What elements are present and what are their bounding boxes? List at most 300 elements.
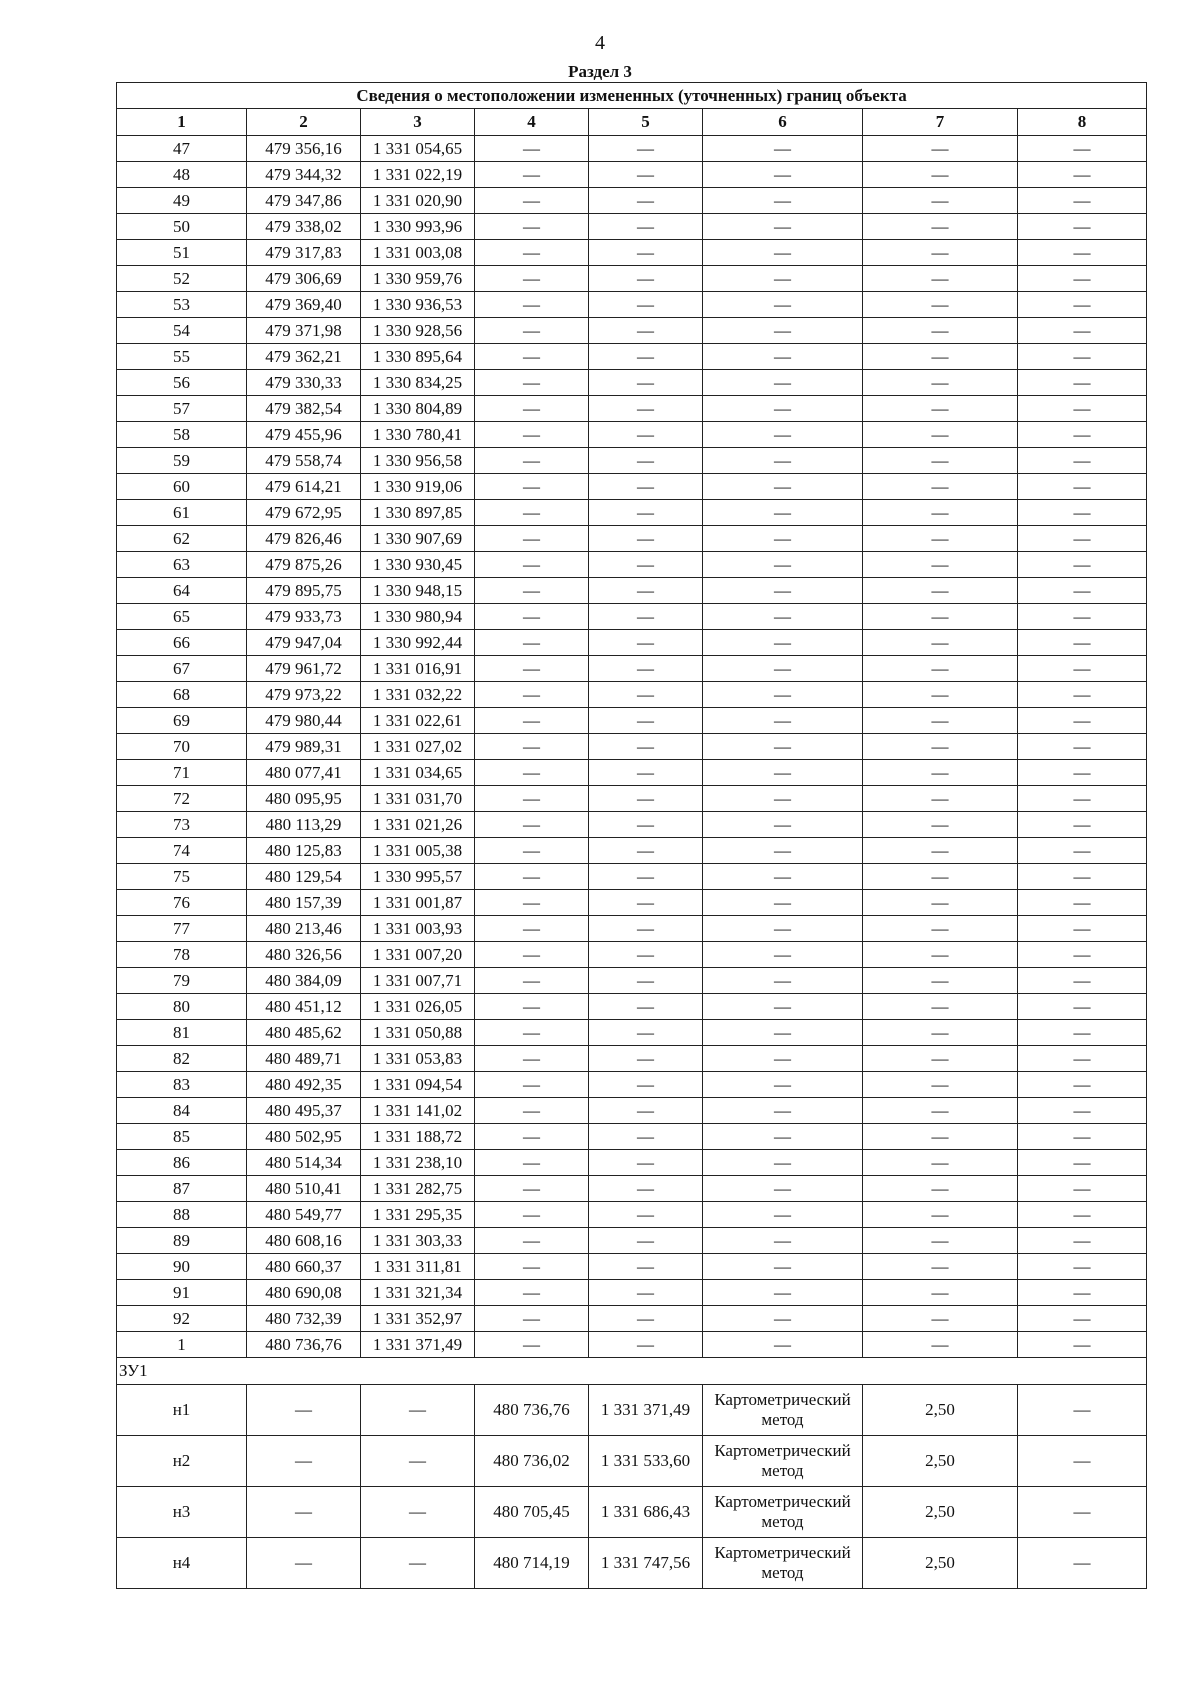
table-cell: 479 338,02: [247, 214, 361, 240]
table-row: [117, 578, 1147, 604]
table-cell: —: [703, 448, 863, 474]
table-cell: —: [1018, 188, 1147, 214]
method-cell: Картометрический метод: [703, 1436, 863, 1487]
table-cell: 1 331 054,65: [361, 136, 475, 162]
table-cell: —: [1018, 1228, 1147, 1254]
table-cell: 480 095,95: [247, 786, 361, 812]
table-cell: —: [1018, 448, 1147, 474]
table-cell: —: [1018, 1176, 1147, 1202]
table-cell: 480 213,46: [247, 916, 361, 942]
table-row: [117, 1176, 1147, 1202]
boundary-coordinates-table: [116, 82, 1147, 1589]
table-cell: 480 384,09: [247, 968, 361, 994]
table-cell: 480 502,95: [247, 1124, 361, 1150]
table-cell: —: [703, 188, 863, 214]
table-cell: 1 331 027,02: [361, 734, 475, 760]
method-cell: Картометрический метод: [703, 1538, 863, 1589]
table-row: [117, 474, 1147, 500]
table-cell: —: [703, 1124, 863, 1150]
table-cell: 54: [117, 318, 247, 344]
table-cell: 55: [117, 344, 247, 370]
table-cell: —: [703, 786, 863, 812]
table-cell: —: [703, 396, 863, 422]
table-cell: 479 362,21: [247, 344, 361, 370]
table-cell: —: [1018, 162, 1147, 188]
table-cell: —: [863, 890, 1018, 916]
table-cell: 479 558,74: [247, 448, 361, 474]
table-cell: 1 331 034,65: [361, 760, 475, 786]
table-cell: —: [703, 1254, 863, 1280]
table-cell: —: [589, 474, 703, 500]
table-row: [117, 1072, 1147, 1098]
table-cell: —: [703, 526, 863, 552]
table-row: [117, 1436, 1147, 1487]
table-cell: —: [589, 1072, 703, 1098]
table-cell: 85: [117, 1124, 247, 1150]
table-cell: 1 330 804,89: [361, 396, 475, 422]
table-cell: —: [475, 1176, 589, 1202]
table-cell: —: [863, 1046, 1018, 1072]
section-title: Раздел 3: [568, 62, 632, 81]
table-cell: —: [475, 188, 589, 214]
table-row: [117, 396, 1147, 422]
column-header-row: [117, 109, 1147, 136]
table-cell: 59: [117, 448, 247, 474]
table-cell: —: [863, 864, 1018, 890]
table-cell: 1 330 907,69: [361, 526, 475, 552]
table-row: [117, 1332, 1147, 1358]
table-cell: 1 331 020,90: [361, 188, 475, 214]
table-cell: —: [1018, 656, 1147, 682]
table-cell: 2,50: [863, 1385, 1018, 1436]
table-row: [117, 1280, 1147, 1306]
table-cell: —: [703, 1332, 863, 1358]
table-cell: 480 736,76: [475, 1385, 589, 1436]
table-row: [117, 448, 1147, 474]
table-cell: —: [703, 1280, 863, 1306]
table-cell: —: [247, 1436, 361, 1487]
table-cell: 2,50: [863, 1487, 1018, 1538]
table-cell: —: [863, 344, 1018, 370]
table-cell: 1 330 992,44: [361, 630, 475, 656]
table-cell: —: [863, 1254, 1018, 1280]
table-cell: —: [703, 604, 863, 630]
table-cell: 50: [117, 214, 247, 240]
table-cell: —: [589, 448, 703, 474]
table-cell: 1 331 238,10: [361, 1150, 475, 1176]
table-row: [117, 500, 1147, 526]
table-cell: 1 331 747,56: [589, 1538, 703, 1589]
table-cell: —: [589, 1150, 703, 1176]
table-cell: 1 331 311,81: [361, 1254, 475, 1280]
table-cell: 480 077,41: [247, 760, 361, 786]
table-cell: —: [1018, 1487, 1147, 1538]
table-cell: 480 492,35: [247, 1072, 361, 1098]
table-cell: —: [1018, 266, 1147, 292]
table-cell: —: [475, 942, 589, 968]
table-cell: 479 306,69: [247, 266, 361, 292]
table-cell: —: [1018, 1254, 1147, 1280]
table-row: [117, 838, 1147, 864]
table-cell: —: [247, 1538, 361, 1589]
table-cell: —: [475, 292, 589, 318]
table-cell: —: [1018, 1385, 1147, 1436]
table-cell: 77: [117, 916, 247, 942]
table-row: [117, 1150, 1147, 1176]
column-header: 8: [1018, 109, 1147, 136]
table-cell: —: [1018, 734, 1147, 760]
table-cell: —: [863, 734, 1018, 760]
table-cell: 60: [117, 474, 247, 500]
table-cell: —: [589, 786, 703, 812]
table-cell: —: [1018, 370, 1147, 396]
table-cell: —: [475, 1254, 589, 1280]
table-cell: 70: [117, 734, 247, 760]
table-cell: —: [1018, 240, 1147, 266]
table-cell: 65: [117, 604, 247, 630]
table-cell: —: [589, 136, 703, 162]
table-cell: —: [589, 1098, 703, 1124]
table-cell: —: [863, 1176, 1018, 1202]
table-row: [117, 136, 1147, 162]
table-cell: —: [475, 344, 589, 370]
table-cell: н3: [117, 1487, 247, 1538]
column-header: 2: [247, 109, 361, 136]
table-cell: 480 549,77: [247, 1202, 361, 1228]
table-cell: н2: [117, 1436, 247, 1487]
table-cell: —: [703, 162, 863, 188]
table-cell: —: [703, 422, 863, 448]
table-cell: —: [1018, 396, 1147, 422]
table-cell: 2,50: [863, 1436, 1018, 1487]
table-cell: —: [703, 1072, 863, 1098]
table-cell: —: [475, 708, 589, 734]
table-cell: 1 330 928,56: [361, 318, 475, 344]
table-cell: 56: [117, 370, 247, 396]
table-cell: —: [475, 1306, 589, 1332]
table-cell: —: [1018, 474, 1147, 500]
table-cell: —: [703, 578, 863, 604]
table-cell: —: [475, 968, 589, 994]
table-cell: 49: [117, 188, 247, 214]
table-cell: —: [703, 370, 863, 396]
table-cell: —: [589, 708, 703, 734]
table-cell: 480 326,56: [247, 942, 361, 968]
table-cell: —: [703, 656, 863, 682]
table-cell: —: [589, 682, 703, 708]
table-cell: —: [863, 188, 1018, 214]
column-header: 3: [361, 109, 475, 136]
table-cell: —: [863, 1124, 1018, 1150]
table-cell: —: [863, 968, 1018, 994]
table-cell: 1: [117, 1332, 247, 1358]
table-cell: —: [703, 1228, 863, 1254]
table-cell: —: [589, 942, 703, 968]
table-cell: —: [1018, 578, 1147, 604]
table-row: [117, 1020, 1147, 1046]
table-cell: 479 344,32: [247, 162, 361, 188]
table-cell: —: [1018, 968, 1147, 994]
table-row: [117, 994, 1147, 1020]
table-cell: 78: [117, 942, 247, 968]
table-cell: —: [475, 1046, 589, 1072]
table-row: [117, 1124, 1147, 1150]
table-cell: —: [1018, 1280, 1147, 1306]
table-cell: —: [863, 474, 1018, 500]
table-cell: 62: [117, 526, 247, 552]
table-cell: —: [1018, 838, 1147, 864]
table-cell: —: [1018, 1124, 1147, 1150]
table-cell: —: [361, 1385, 475, 1436]
table-cell: 1 331 141,02: [361, 1098, 475, 1124]
table-cell: —: [863, 604, 1018, 630]
table-cell: —: [863, 318, 1018, 344]
table-cell: —: [863, 552, 1018, 578]
table-cell: —: [589, 370, 703, 396]
table-row: [117, 656, 1147, 682]
table-row: [117, 864, 1147, 890]
table-cell: 51: [117, 240, 247, 266]
table-cell: —: [475, 500, 589, 526]
table-cell: 1 330 780,41: [361, 422, 475, 448]
table-cell: 480 485,62: [247, 1020, 361, 1046]
table-row: [117, 630, 1147, 656]
table-cell: —: [475, 552, 589, 578]
table-cell: 1 331 031,70: [361, 786, 475, 812]
table-cell: —: [589, 838, 703, 864]
table-cell: 90: [117, 1254, 247, 1280]
method-cell: Картометрический метод: [703, 1385, 863, 1436]
table-cell: 1 330 930,45: [361, 552, 475, 578]
table-cell: 81: [117, 1020, 247, 1046]
table-cell: 1 330 993,96: [361, 214, 475, 240]
table-cell: —: [589, 734, 703, 760]
table-cell: —: [475, 1072, 589, 1098]
table-caption-row: [117, 83, 1147, 109]
column-header: 6: [703, 109, 863, 136]
table-cell: —: [1018, 552, 1147, 578]
table-cell: —: [475, 656, 589, 682]
table-cell: —: [475, 1280, 589, 1306]
table-cell: —: [863, 526, 1018, 552]
table-cell: 80: [117, 994, 247, 1020]
table-cell: 82: [117, 1046, 247, 1072]
table-cell: —: [589, 1202, 703, 1228]
table-cell: 479 961,72: [247, 656, 361, 682]
table-cell: 1 331 295,35: [361, 1202, 475, 1228]
table-cell: 1 330 980,94: [361, 604, 475, 630]
table-cell: —: [589, 656, 703, 682]
table-cell: 47: [117, 136, 247, 162]
table-cell: —: [863, 838, 1018, 864]
table-cell: —: [475, 162, 589, 188]
table-cell: —: [589, 422, 703, 448]
table-cell: 479 826,46: [247, 526, 361, 552]
table-row: [117, 682, 1147, 708]
table-cell: —: [703, 474, 863, 500]
table-cell: 479 347,86: [247, 188, 361, 214]
table-cell: 1 331 686,43: [589, 1487, 703, 1538]
table-cell: —: [703, 734, 863, 760]
table-cell: —: [863, 292, 1018, 318]
table-cell: —: [589, 604, 703, 630]
table-cell: —: [589, 864, 703, 890]
table-row: [117, 1098, 1147, 1124]
table-cell: —: [863, 682, 1018, 708]
table-cell: 58: [117, 422, 247, 448]
table-cell: 1 330 895,64: [361, 344, 475, 370]
table-cell: —: [1018, 916, 1147, 942]
table-cell: —: [703, 890, 863, 916]
table-cell: —: [247, 1487, 361, 1538]
table-row: [117, 1202, 1147, 1228]
table-cell: 1 330 959,76: [361, 266, 475, 292]
table-cell: —: [589, 266, 703, 292]
table-cell: 1 331 050,88: [361, 1020, 475, 1046]
table-cell: —: [589, 1280, 703, 1306]
table-cell: —: [863, 656, 1018, 682]
table-cell: —: [475, 396, 589, 422]
table-cell: 1 331 032,22: [361, 682, 475, 708]
table-cell: —: [863, 1228, 1018, 1254]
table-cell: —: [703, 1202, 863, 1228]
table-cell: —: [589, 1306, 703, 1332]
table-cell: —: [361, 1487, 475, 1538]
table-cell: 1 331 188,72: [361, 1124, 475, 1150]
table-row: [117, 370, 1147, 396]
table-cell: —: [475, 760, 589, 786]
table-cell: 68: [117, 682, 247, 708]
table-cell: —: [863, 500, 1018, 526]
table-cell: —: [589, 396, 703, 422]
table-cell: —: [863, 1020, 1018, 1046]
table-cell: —: [589, 812, 703, 838]
table-row: [117, 188, 1147, 214]
table-cell: —: [1018, 1020, 1147, 1046]
table-cell: —: [703, 942, 863, 968]
table-cell: —: [589, 760, 703, 786]
table-row: [117, 1538, 1147, 1589]
table-row: [117, 968, 1147, 994]
table-cell: 1 331 022,19: [361, 162, 475, 188]
table-cell: —: [247, 1385, 361, 1436]
table-cell: —: [863, 1150, 1018, 1176]
group-row: [117, 1358, 1147, 1385]
table-cell: —: [475, 1202, 589, 1228]
table-cell: —: [589, 890, 703, 916]
table-cell: —: [475, 786, 589, 812]
table-cell: —: [863, 1202, 1018, 1228]
table-cell: —: [863, 396, 1018, 422]
table-cell: 61: [117, 500, 247, 526]
table-cell: —: [703, 812, 863, 838]
table-cell: —: [703, 266, 863, 292]
table-cell: 479 330,33: [247, 370, 361, 396]
table-cell: 69: [117, 708, 247, 734]
table-cell: 1 331 321,34: [361, 1280, 475, 1306]
table-cell: —: [475, 916, 589, 942]
table-cell: —: [1018, 344, 1147, 370]
table-cell: 479 973,22: [247, 682, 361, 708]
table-cell: 87: [117, 1176, 247, 1202]
table-cell: 480 736,76: [247, 1332, 361, 1358]
table-cell: —: [589, 318, 703, 344]
table-cell: —: [475, 578, 589, 604]
table-cell: 480 125,83: [247, 838, 361, 864]
table-cell: —: [475, 1124, 589, 1150]
table-cell: 57: [117, 396, 247, 422]
table-cell: 1 330 948,15: [361, 578, 475, 604]
table-cell: —: [361, 1436, 475, 1487]
table-cell: 479 356,16: [247, 136, 361, 162]
table-cell: 1 331 371,49: [589, 1385, 703, 1436]
column-header: 7: [863, 109, 1018, 136]
table-cell: 480 495,37: [247, 1098, 361, 1124]
table-cell: 73: [117, 812, 247, 838]
table-cell: —: [589, 344, 703, 370]
table-cell: —: [863, 916, 1018, 942]
table-cell: —: [1018, 760, 1147, 786]
table-cell: —: [589, 500, 703, 526]
table-cell: —: [863, 1098, 1018, 1124]
table-cell: —: [863, 578, 1018, 604]
table-cell: —: [703, 994, 863, 1020]
table-cell: —: [589, 630, 703, 656]
table-cell: —: [589, 188, 703, 214]
table-cell: —: [589, 1020, 703, 1046]
table-row: [117, 292, 1147, 318]
table-cell: —: [475, 370, 589, 396]
table-cell: —: [863, 786, 1018, 812]
table-cell: —: [475, 812, 589, 838]
table-cell: —: [703, 214, 863, 240]
table-row: [117, 760, 1147, 786]
table-cell: —: [589, 994, 703, 1020]
table-cell: —: [863, 630, 1018, 656]
table-cell: —: [1018, 1436, 1147, 1487]
table-cell: —: [475, 682, 589, 708]
column-header: 4: [475, 109, 589, 136]
table-cell: —: [589, 1124, 703, 1150]
table-cell: 480 705,45: [475, 1487, 589, 1538]
table-cell: —: [863, 708, 1018, 734]
table-cell: —: [863, 370, 1018, 396]
table-cell: —: [863, 1280, 1018, 1306]
table-cell: —: [1018, 1202, 1147, 1228]
table-row: [117, 162, 1147, 188]
table-cell: 88: [117, 1202, 247, 1228]
table-cell: 1 331 016,91: [361, 656, 475, 682]
table-cell: 84: [117, 1098, 247, 1124]
table-cell: 1 331 371,49: [361, 1332, 475, 1358]
table-cell: —: [475, 1098, 589, 1124]
table-cell: —: [475, 1332, 589, 1358]
table-cell: 480 714,19: [475, 1538, 589, 1589]
table-cell: —: [863, 1072, 1018, 1098]
table-cell: —: [475, 864, 589, 890]
table-cell: —: [863, 136, 1018, 162]
table-cell: —: [703, 1098, 863, 1124]
table-cell: —: [703, 760, 863, 786]
table-cell: 1 331 003,08: [361, 240, 475, 266]
table-cell: 479 947,04: [247, 630, 361, 656]
table-row: [117, 1385, 1147, 1436]
table-row: [117, 708, 1147, 734]
table-cell: 2,50: [863, 1538, 1018, 1589]
table-cell: —: [361, 1538, 475, 1589]
table-cell: 91: [117, 1280, 247, 1306]
table-cell: —: [589, 578, 703, 604]
